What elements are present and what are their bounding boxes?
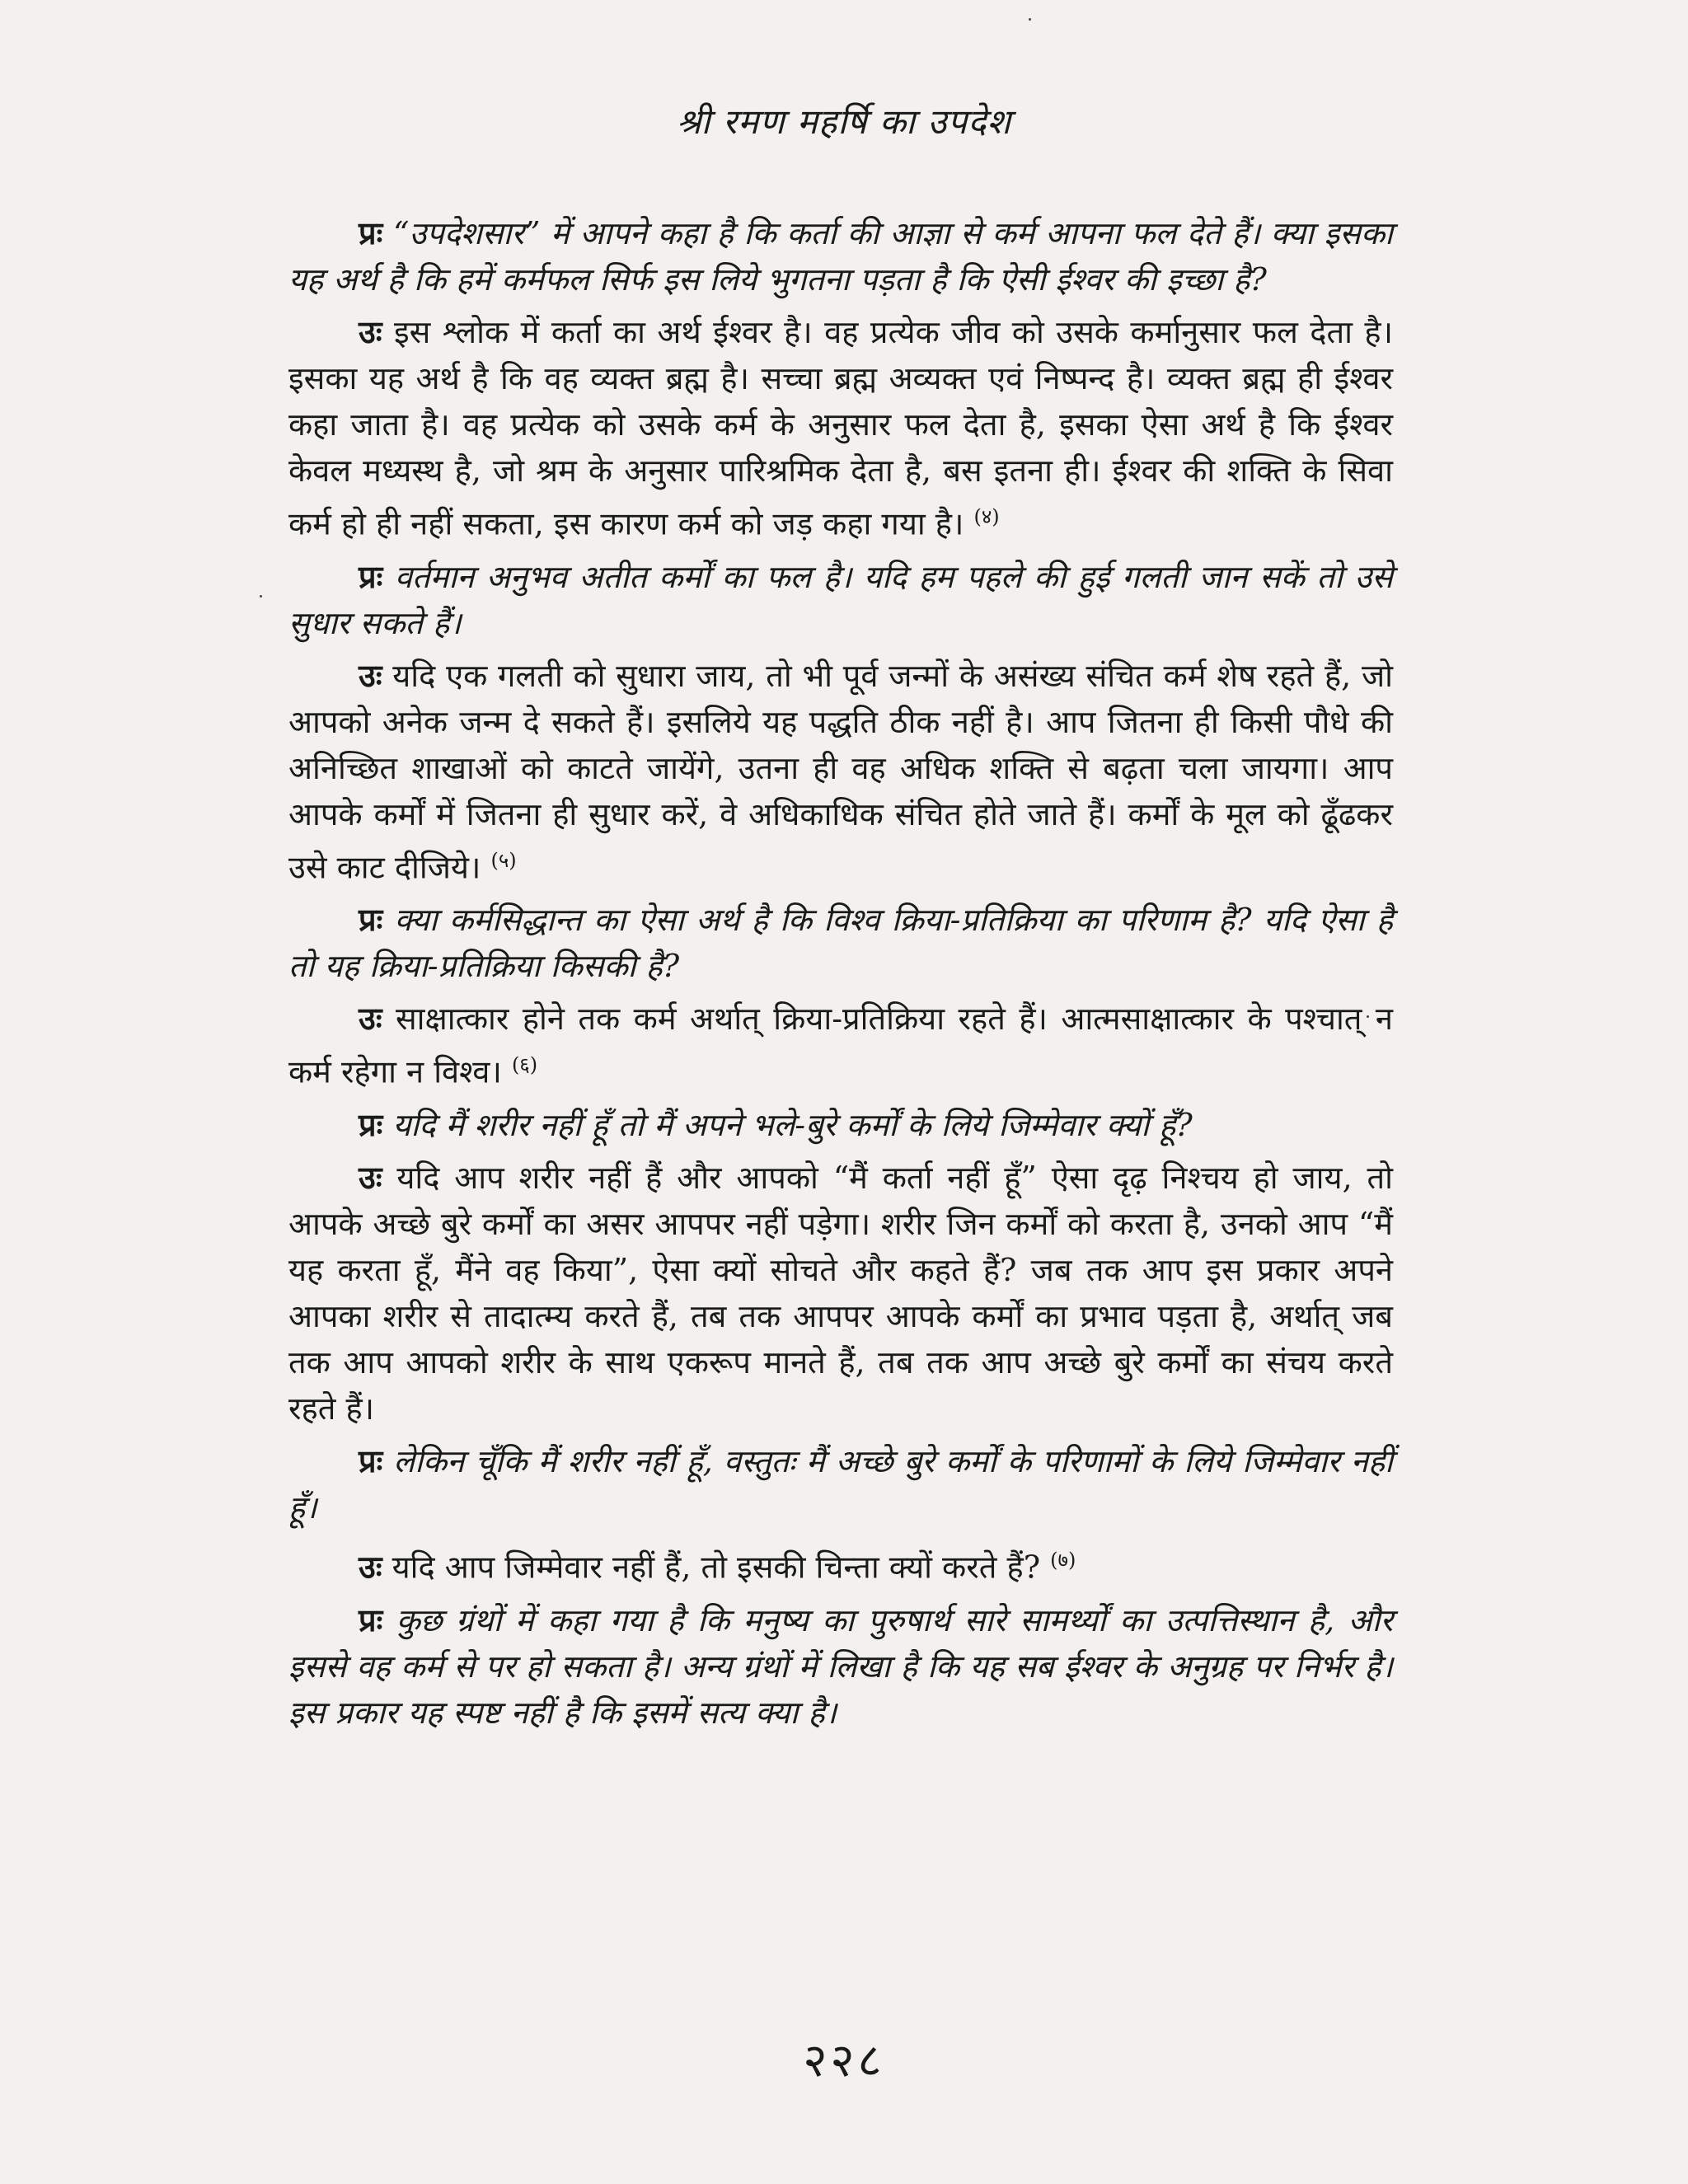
body-text bbox=[288, 210, 1393, 1742]
reference-number: (६) bbox=[511, 1053, 538, 1077]
scan-speck bbox=[260, 595, 262, 598]
answer-marker: उः bbox=[359, 1000, 382, 1038]
answer-paragraph bbox=[288, 1537, 1393, 1591]
scan-speck bbox=[1029, 18, 1031, 21]
question-paragraph bbox=[288, 1597, 1393, 1736]
paragraph-text: वर्तमान अनुभव अतीत कर्मों का फल है। यदि हम पहले की हुई गलती जान सकें तो उसे सुधार सकते हैं। bbox=[288, 558, 1393, 641]
question-marker: प्रः bbox=[359, 214, 383, 251]
reference-number: (७) bbox=[1050, 1548, 1076, 1572]
question-paragraph bbox=[288, 1102, 1393, 1148]
page-number: २२८ bbox=[803, 2034, 885, 2088]
question-marker: प्रः bbox=[359, 1105, 383, 1143]
reference-number: (४) bbox=[973, 505, 1000, 528]
question-paragraph bbox=[288, 210, 1393, 302]
answer-paragraph bbox=[288, 309, 1393, 547]
paragraph-text: यदि एक गलती को सुधारा जाय, तो भी पूर्व जन्मों के असंख्य संचित कर्म शेष रहते हैं, जो आपको अनेक जन्म दे सकते हैं। इसलिये यह पद्धति ठीक नहीं है। आप जितना ही किसी पौधे की अनिच्छित शाखाओं को काटते जायेंगे, उतना ही वह अधिक शक्ति से बढ़ता चला जायगा। आप आपके कर्मों में जितना ही सुधार करें, वे अधिकाधिक संचित होते जाते हैं। कर्मों के मूल को ढूँढकर उसे काट दीजिये। bbox=[288, 657, 1393, 886]
paragraph-text: यदि आप जिम्मेवार नहीं हैं, तो इसकी चिन्ता क्यों करते हैं? bbox=[382, 1549, 1041, 1586]
paragraph-text: “उपदेशसार” में आपने कहा है कि कर्ता की आज्ञा से कर्म आपना फल देते हैं। क्या इसका यह अर्थ है कि हमें कर्मफल सिर्फ इस लिये भुगतना पड़ता है कि ऐसी ईश्वर की इच्छा है? bbox=[288, 215, 1393, 298]
question-marker: प्रः bbox=[359, 557, 383, 595]
reference-number: (५) bbox=[490, 848, 517, 872]
question-marker: प्रः bbox=[359, 1601, 383, 1638]
answer-marker: उः bbox=[359, 313, 382, 350]
answer-paragraph bbox=[288, 653, 1393, 891]
paragraph-text: कुछ ग्रंथों में कहा गया है कि मनुष्य का पुरुषार्थ सारे सामर्थ्यों का उत्पत्तिस्थान है, और इससे वह कर्म से पर हो सकता है। अन्य ग्रंथों में लिखा है कि यह सब ईश्वर के अनुग्रह पर निर्भर है। इस प्रकार यह स्पष्ट नहीं है कि इसमें सत्य क्या है। bbox=[288, 1601, 1393, 1731]
question-marker: प्रः bbox=[359, 901, 383, 939]
paragraph-text: यदि मैं शरीर नहीं हूँ तो मैं अपने भले-बुरे कर्मों के लिये जिम्मेवार क्यों हूँ? bbox=[382, 1106, 1193, 1143]
answer-paragraph bbox=[288, 996, 1393, 1095]
paragraph-text: यदि आप शरीर नहीं हैं और आपको “मैं कर्ता नहीं हूँ” ऐसा दृढ़ निश्चय हो जाय, तो आपके अच्छे बुरे कर्मों का असर आपपर नहीं पड़ेगा। शरीर जिन कर्मों को करता है, उनको आप “मैं यह करता हूँ, मैंने वह किया”, ऐसा क्यों सोचते और कहते हैं? जब तक आप इस प्रकार अपने आपका शरीर से तादात्म्य करते हैं, तब तक आपपर आपके कर्मों का प्रभाव पड़ता है, अर्थात् जब तक आप आपको शरीर के साथ एकरूप मानते हैं, तब तक आप अच्छे बुरे कर्मों का संचय करते रहते हैं। bbox=[288, 1159, 1393, 1427]
running-head: श्री रमण महर्षि का उपदेश bbox=[676, 101, 1012, 142]
question-paragraph bbox=[288, 554, 1393, 646]
question-marker: प्रः bbox=[359, 1441, 383, 1479]
answer-marker: उः bbox=[359, 1158, 382, 1196]
paragraph-text: क्या कर्मसिद्धान्त का ऐसा अर्थ है कि विश्व क्रिया-प्रतिक्रिया का परिणाम है? यदि ऐसा है तो यह क्रिया-प्रतिक्रिया किसकी है? bbox=[288, 902, 1393, 985]
question-paragraph bbox=[288, 897, 1393, 989]
paragraph-text: इस श्लोक में कर्ता का अर्थ ईश्वर है। वह प्रत्येक जीव को उसके कर्मानुसार फल देता है। इसका यह अर्थ है कि वह व्यक्त ब्रह्म है। सच्चा ब्रह्म अव्यक्त एवं निष्पन्द है। व्यक्त ब्रह्म ही ईश्वर कहा जाता है। वह प्रत्येक को उसके कर्म के अनुसार फल देता है, इसका ऐसा अर्थ है कि ईश्वर केवल मध्यस्थ है, जो श्रम के अनुसार पारिश्रमिक देता है, बस इतना ही। ईश्वर की शक्ति के सिवा कर्म हो ही नहीं सकता, इस कारण कर्म को जड़ कहा गया है। bbox=[288, 314, 1393, 542]
paragraph-text: लेकिन चूँकि मैं शरीर नहीं हूँ, वस्तुतः मैं अच्छे बुरे कर्मों के परिणामों के लिये जिम्मेवार नहीं हूँ। bbox=[288, 1442, 1393, 1526]
answer-paragraph bbox=[288, 1155, 1393, 1432]
answer-marker: उः bbox=[359, 656, 382, 694]
question-paragraph bbox=[288, 1438, 1393, 1530]
paragraph-text: साक्षात्कार होने तक कर्म अर्थात् क्रिया-प्रतिक्रिया रहते हैं। आत्मसाक्षात्कार के पश्चात् न कर्म रहेगा न विश्व। bbox=[288, 1001, 1393, 1090]
answer-marker: उः bbox=[359, 1548, 382, 1586]
